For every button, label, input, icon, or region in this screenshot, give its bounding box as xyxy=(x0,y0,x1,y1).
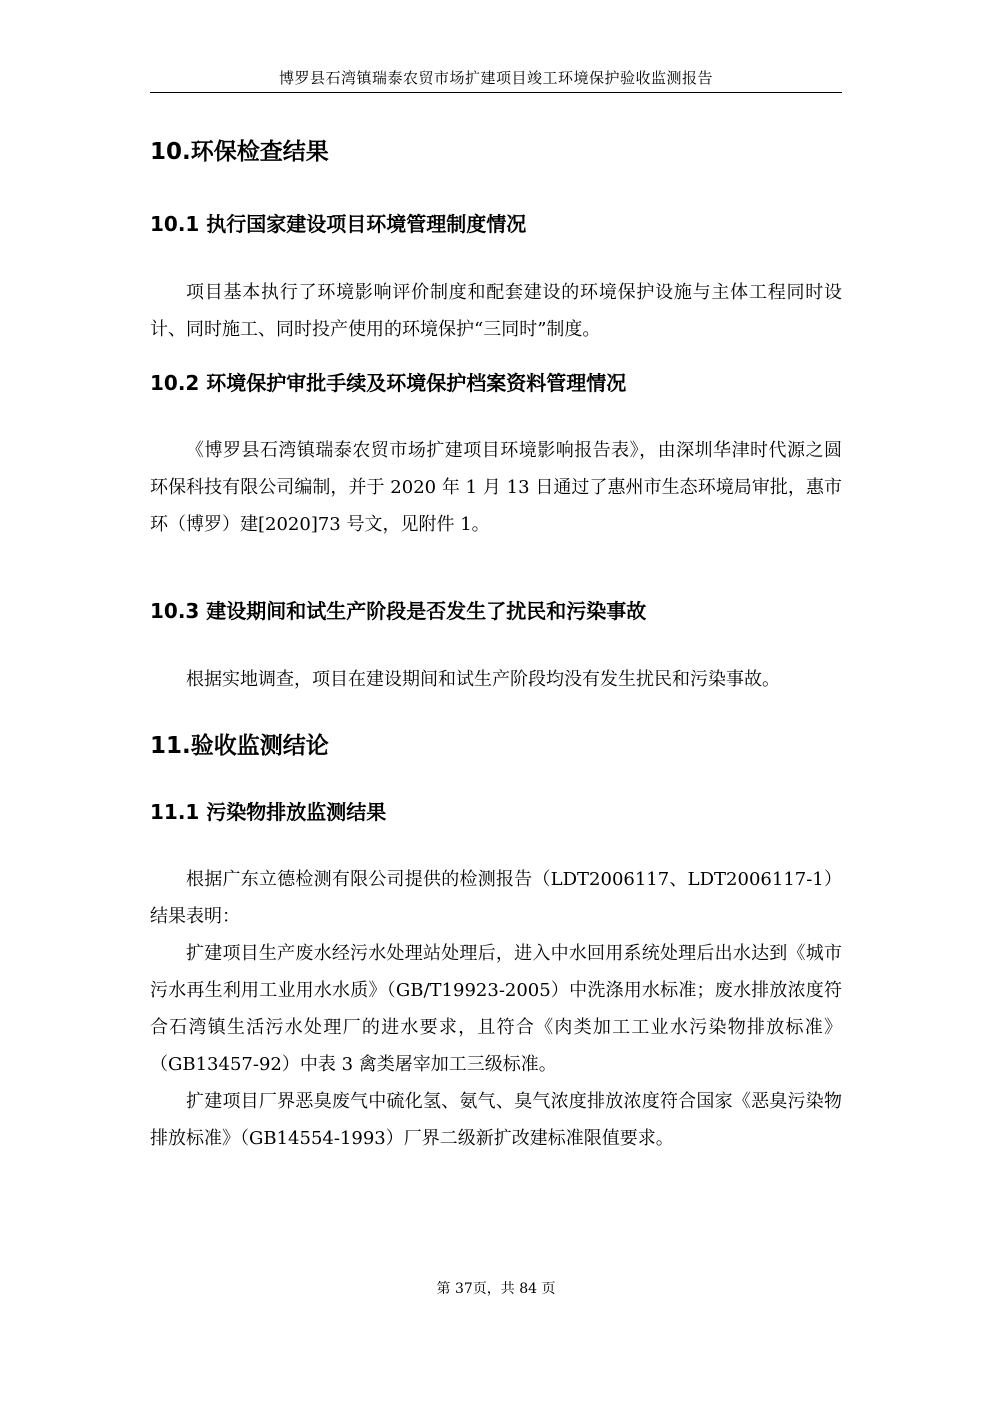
section-11-1-heading: 11.1 污染物排放监测结果 xyxy=(150,800,387,824)
section-11-heading: 11.验收监测结论 xyxy=(150,733,329,759)
section-10-2-paragraph: 《博罗县石湾镇瑞泰农贸市场扩建项目环境影响报告表》，由深圳华津时代源之圆环保科技有限公司编制，并于 2020 年 1 月 13 日通过了惠州市生态环境局审批，惠市环（博罗）建[2020]73 号文，见附件 1。 xyxy=(150,440,842,535)
section-10-3-paragraph: 根据实地调查，项目在建设期间和试生产阶段均没有发生扰民和污染事故。 xyxy=(186,669,780,690)
section-11-1-paragraph-3: 扩建项目厂界恶臭废气中硫化氢、氨气、臭气浓度排放浓度符合国家《恶臭污染物排放标准》（GB14554-1993）厂界二级新扩改建标准限值要求。 xyxy=(150,1091,842,1149)
section-10-1-paragraph: 项目基本执行了环境影响评价制度和配套建设的环境保护设施与主体工程同时设计、同时施工、同时投产使用的环境保护“三同时”制度。 xyxy=(150,282,842,340)
page-number: 第 37页，共 84 页 xyxy=(436,1281,556,1297)
section-10-1-heading: 10.1 执行国家建设项目环境管理制度情况 xyxy=(150,212,527,236)
section-10-heading: 10.环保检查结果 xyxy=(150,139,329,165)
header-title: 博罗县石湾镇瑞泰农贸市场扩建项目竣工环境保护验收监测报告 xyxy=(278,69,713,87)
section-10-3-heading: 10.3 建设期间和试生产阶段是否发生了扰民和污染事故 xyxy=(150,599,647,623)
section-11-1-paragraph-1: 根据广东立德检测有限公司提供的检测报告（LDT2006117、LDT2006117-1）结果表明： xyxy=(150,869,842,927)
page-content xyxy=(150,136,842,1157)
page-footer xyxy=(0,1279,992,1299)
section-10-2-heading: 10.2 环境保护审批手续及环境保护档案资料管理情况 xyxy=(150,371,627,395)
page-header xyxy=(150,64,842,93)
section-11-1-paragraph-2: 扩建项目生产废水经污水处理站处理后，进入中水回用系统处理后出水达到《城市污水再生利用工业用水水质》（GB/T19923-2005）中洗涤用水标准；废水排放浓度符合石湾镇生活污水处理厂的进水要求，且符合《肉类加工工业水污染物排放标准》（GB13457-92）中表 3 禽类屠宰加工三级标准。 xyxy=(150,943,842,1075)
